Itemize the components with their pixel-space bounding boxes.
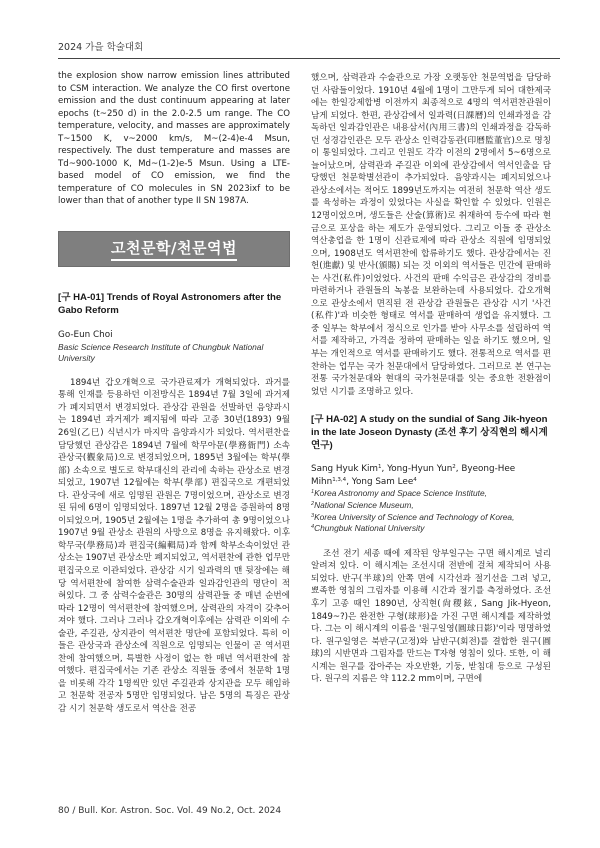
author-sup: 1,3,4: [332, 476, 347, 483]
author-name: Mihn: [311, 476, 333, 487]
affiliation-ha02-1: [311, 488, 551, 500]
section-title: 고천문학/천문역법: [111, 237, 237, 261]
left-column: [58, 70, 290, 716]
abstract-title-ha01: [구 HA-01] Trends of Royal Astronomers after the Gabo Reform: [58, 292, 282, 317]
author-name: Sang Hyuk Kim: [311, 464, 378, 475]
affil-num: 3: [311, 512, 315, 519]
page-footer: 80 / Bull. Kor. Astron. Soc. Vol. 49 No.2, Oct. 2024: [58, 806, 282, 816]
affil-text: National Science Museum,: [314, 500, 414, 510]
abstract-body-ha01: 1894년 갑오개혁으로 국가관료제가 개혁되었다. 과거를 통해 인재를 등용하던 이전방식은 1894년 7월 3일에 과거제가 폐지되면서 변경되었다. 관상감 관원을 선발하던 음양과시는 1894년 과거제가 폐지됨에 따라 고종 30년(1893) 9월 26일(乙巳) 식년시가 마지막 음양과시가 되었다. 역서편찬을 담당했던 관상감은 1894년 7월에 학무아문(學務衙門) 소속 관상국(觀象局)으로 변경되었으며, 1895년 3월에는 학부(學部) 소속으로 별도로 학부대신의 관리에 속하는 관상소로 변경되었고, 1907년 12월에는 학부(學部) 편집국으로 개편되었다. 관상국에 새로 임명된 관원은 7명이었으며, 관상소로 변경된 뒤에 6명이 임명되었다. 1897년 12월 2명을 증원하여 8명이되었으며, 1905년 2월에는 1명을 추가하여 총 9명이었으나 1907년 9월 관상소 관원의 사망으로 8명을 유지해왔다. 이후 학무국(學務局)과 편집국(編輯局)과 함께 학부소속이었던 관상소는 1907년 관상소만 폐지되었고, 역서편찬에 관한 업무만 편집국으로 이관되었다. 관상감 시기 일과력의 맨 뒷장에는 해당 역서편찬에 참여한 삼력수술관과 일과감인관의 명단이 적혀있다. 그 중 삼력수술관은 30명의 삼력관들 중 매년 순번에 따라 12명이 역서편찬에 참여했으며, 삼력관의 자격이 갖추어 져야 했다. 그러나 그러나 갑오개혁이후에는 삼력관 이외에 수술관, 주길관, 상지관이 역서편찬 명단에 포함되었다. 특히 이들은 관상국과 관상소에 직원으로 임명되는 인물이 곧 역서편찬에 참여했으며, 특별한 사정이 없는 한 매년 역서편찬에 참여했다. 편집국에서는 기존 관상소 직원들 중에서 천문학 1명을 비롯해 각각 1명씩만 있던 주길관과 상지관을 모두 해임하고 천문학 전공자 5명만 임명되었다. 남은 5명의 특징은 관상감 시기 천문학 생도로서 역산을 전공: [58, 377, 290, 715]
affil-text: Korea University of Science and Technology of Korea,: [314, 511, 515, 522]
right-column: [311, 72, 551, 686]
affil-num: 2: [311, 501, 315, 507]
author-sup: 2: [452, 464, 456, 471]
running-head: 2024 가을 학술대회: [58, 42, 144, 53]
affil-num: 4: [311, 524, 315, 531]
affil-num: 1: [311, 489, 315, 496]
author-sup: 4: [413, 476, 417, 483]
author-ha01: Go-Eun Choi: [58, 330, 113, 341]
authors-ha02: [311, 463, 551, 488]
author-name: , Yong-Hyun Yun: [381, 464, 453, 475]
header-rule: [58, 58, 560, 59]
author-sup: 1: [378, 464, 382, 471]
affiliation-ha02-2: [311, 500, 551, 512]
affil-text: Chungbuk National University: [314, 523, 425, 534]
affiliation-ha02-3: [311, 512, 551, 524]
section-heading-band: [58, 231, 290, 267]
continued-abstract-ha01: 했으며, 삼력관과 수술관으로 가장 오랫동안 천문역법을 담당하던 사람들이었다. 1910년 4월에 1명이 그만두게 되어 대한제국에는 한일강제합병 이전까지 최종적으로 4명의 역서편찬관원이 남게 되었다. 한편, 관상감에서 일과력(日課曆)의 인쇄과정을 감독하던 일과감인관은 내용삼서(內用三書)의 인쇄과정을 감독하던 성경감인관은 모두 관상소 인력감동관(印曆監董官)으로 명칭이 통일되었다. 그리고 인원도 각각 이전의 2명에서 5~6명으로 늘어났으며, 삼력관과 주길관 이외에 관상감에서 역서인출을 담당했던 천문학별선관이 추가되었다. 음양과시는 폐지되었으나 관상소에서는 적어도 1899년도까지는 여전히 천문학 역산 생도를 육성하는 과정이 있었다는 사실을 확인할 수 있었다. 인원은 12명이었으며, 생도들은 산술(算術)로 취재하여 등수에 따라 현금으로 포상을 하는 제도가 운영되었다. 그리고 이들 중 관상소 역산총업을 한 1명이 신관료제에 따라 관상소 직원에 임명되었으며, 1908년도 역서편찬에 합류하기도 했다. 관상감에서는 진헌(進獻) 및 반사(頒賜) 되는 것 이외의 역서들은 민간에 판매하는 사건(私件)이었었다. 사건의 판매 수익금은 관상감의 경비를 마련하거나 관원들의 녹봉을 보완하는데 사용되었다. 갑오개혁으로 관상소에서 면직된 전 관상감 관원들은 관상감 시기 '사건(私件)'과 비슷한 형태로 역서를 판매하여 생업을 유지했다. 그 중 일부는 학부에서 정식으로 인가를 받아 사무소를 설립하여 역서를 제작하고, 가격을 정하여 판매하는 일을 하기도 했으며, 일부는 개인적으로 역서를 판매하기도 했다. 전통적으로 역서를 편찬하는 업무는 국가 천문대에서 담당하였다. 그러므로 본 연구는 전통 국가천문대와 현대의 국가천문대를 잇는 중요한 전환점이었던 시기를 조명하고 있다.: [311, 73, 551, 397]
author-name: , Byeong-Hee: [455, 464, 516, 475]
affiliation-ha01: Basic Science Research Institute of Chungbuk National University: [58, 341, 264, 364]
continued-abstract-text: the explosion show narrow emission lines attributed to CSM interaction. We analyze the CO first overtone emission and the dust continuum appearing at later epochs (t~250 d) in the 2.0-2.5 um range. The CO temperature, velocity, and masses are approximately T~1500 K, v~2000 km/s, M~(2-4)e-4 Msun, respectively. The dust temperature and masses are Td~900-1000 K, Md~(1-2)e-5 Msun. Using a LTE-based model of CO emission, we find the temperature of CO molecules in SN 2023ixf to be lower than that of another type II SN 1987A.: [58, 71, 290, 207]
abstract-body-ha02: 조선 전기 세종 때에 제작된 앙부일구는 구면 해시계로 널리 알려져 있다. 이 해시계는 조선시대 전반에 걸쳐 제작되어 사용되었다. 반구(半球)의 안쪽 면에 시각선과 절기선을 그려 넣고, 뾰족한 영침의 그림자를 이용해 시간과 절기를 측정하였다. 조선 후기 고종 때인 1890년, 상직현(尙稷鉉, Sang Jik-Hyeon, 1849~?)은 완전한 구형(球形)을 가진 구면 해시계를 제작하였다. 그는 이 해시계의 이름을 '원구일영(圓球日影)'이라 명명하였다. 원구일영은 북반구(고정)와 남반구(회전)를 결합한 원구(圓球)의 시반면과 그림자를 만드는 T자형 영침이 있다. 또한, 이 해시계는 원구를 잡아주는 자오반환, 기둥, 받침대 등으로 구성된다. 원구의 지름은 약 112.2 mm이며, 구면에: [311, 548, 551, 685]
affil-text: Korea Astronomy and Space Science Institute,: [314, 488, 487, 499]
abstract-title-ha02: [구 HA-02] A study on the sundial of Sang Jik-hyeon in the late Joseon Dynasty (조선 후기 상직현의 해시계 연구): [311, 414, 548, 452]
author-name: , Yong Sam Lee: [346, 476, 414, 487]
affiliation-ha02-4: [311, 523, 551, 535]
